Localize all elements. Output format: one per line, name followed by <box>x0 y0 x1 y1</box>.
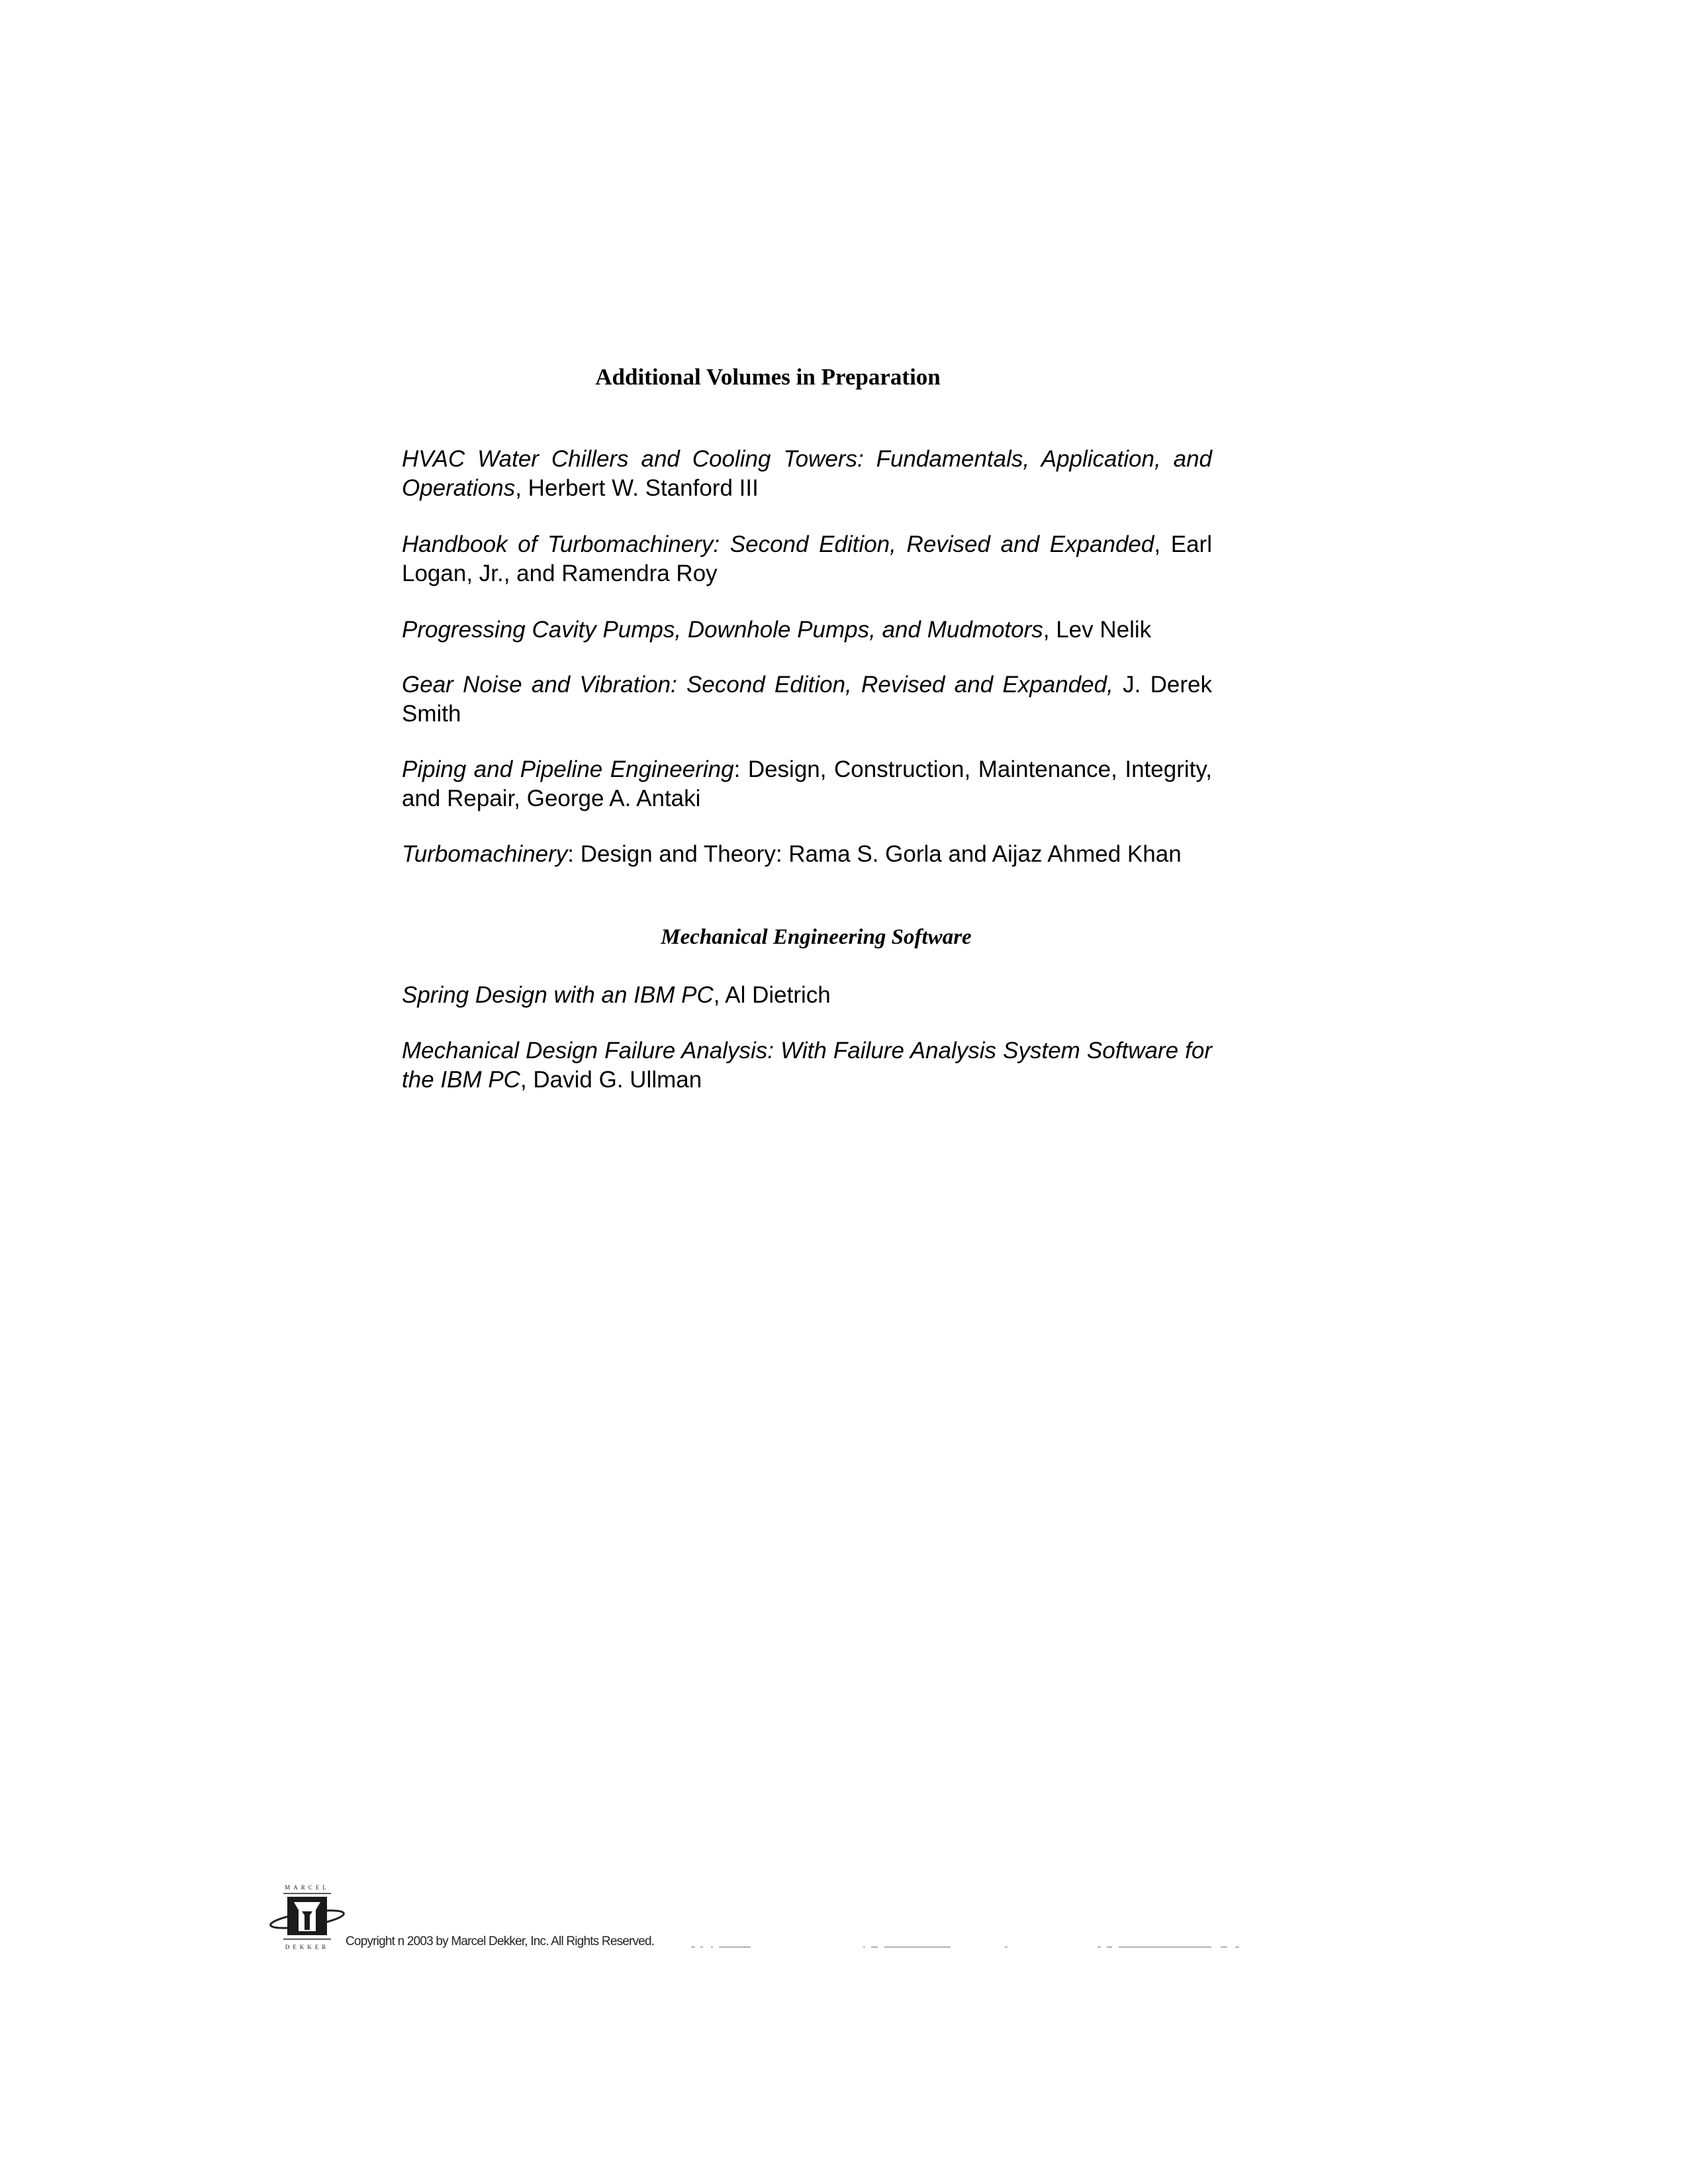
book-entry-piping <box>402 755 1212 813</box>
software-entry-spring-design <box>402 981 1212 1010</box>
book-author: : Design and Theory: Rama S. Gorla and Aijaz Ahmed Khan <box>567 841 1182 867</box>
software-title: Mechanical Design Failure Analysis: With Failure Analysis System Software for the IBM PC <box>402 1038 1212 1093</box>
software-author: , David G. Ullman <box>520 1067 702 1093</box>
software-author: , Al Dietrich <box>713 982 831 1008</box>
book-author: : Design, Construction, Maintenance, Integrity, and Repair, George A. Antaki <box>402 756 1212 811</box>
book-title: HVAC Water Chillers and Cooling Towers: Fundamentals, Application, and Operations <box>402 446 1212 501</box>
book-title: Handbook of Turbomachinery: Second Edition, Revised and Expanded <box>402 531 1154 557</box>
page-footer <box>267 1884 1393 1956</box>
logo-bottom-text: DEKKER <box>285 1944 330 1950</box>
book-entry-gear-noise <box>402 670 1212 729</box>
book-author: , Lev Nelik <box>1043 617 1152 643</box>
software-entry-failure-analysis <box>402 1036 1212 1095</box>
page-heading: Additional Volumes in Preparation <box>595 364 941 390</box>
publisher-logo <box>267 1884 347 1956</box>
software-title: Spring Design with an IBM PC <box>402 982 714 1008</box>
copyright-notice: Copyright n 2003 by Marcel Dekker, Inc. All Rights Reserved. <box>346 1934 655 1948</box>
book-title: Piping and Pipeline Engineering <box>402 756 734 782</box>
logo-top-text: MARCEL <box>285 1884 330 1891</box>
book-entry-cavity-pumps <box>402 615 1212 645</box>
book-title: Progressing Cavity Pumps, Downhole Pumps, and Mudmotors <box>402 617 1043 643</box>
scan-artifact-marks <box>691 1946 1651 1948</box>
book-title: Gear Noise and Vibration: Second Edition, Revised and Expanded, <box>402 672 1113 698</box>
book-title: Turbomachinery <box>402 841 568 867</box>
book-author: , Herbert W. Stanford III <box>515 475 759 501</box>
book-entry-turbomachinery-design <box>402 840 1212 869</box>
book-entry-hvac <box>402 445 1212 503</box>
book-author: , Earl Logan, Jr., and Ramendra Roy <box>402 531 1212 586</box>
software-section-heading: Mechanical Engineering Software <box>661 925 972 949</box>
book-entry-turbomachinery-handbook <box>402 530 1212 588</box>
book-author: J. Derek Smith <box>402 672 1212 727</box>
